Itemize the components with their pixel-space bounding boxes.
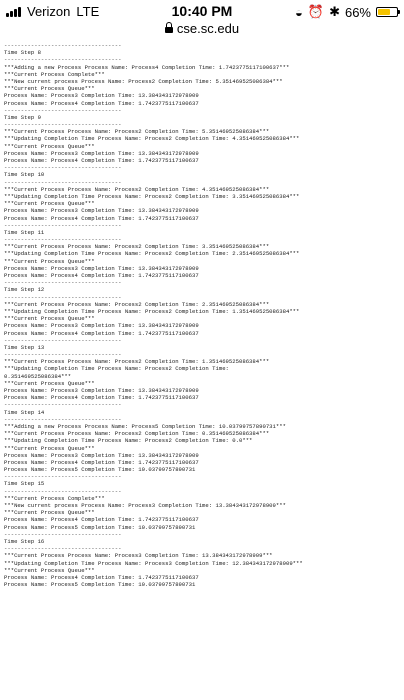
time-step-block — [4, 222, 402, 280]
log-line: ***Adding a new Process Process Name: Process5 Completion Time: 10.03799757890731*** — [4, 422, 286, 430]
time-step-block — [4, 473, 402, 531]
log-line: ***Current Process Queue*** — [4, 566, 95, 574]
log-line: ***Current Process Queue*** — [4, 315, 95, 323]
log-line: Process Name: Process3 Completion Time: 13.384343172978909 — [4, 451, 199, 459]
separator-line: ----------------------------------- — [4, 164, 122, 172]
log-line: ***Current Process Queue*** — [4, 379, 95, 387]
time-step-title: Time Step 10 — [4, 171, 45, 179]
log-line: ***Updating Completion Time Process Name: Process2 Completion Time: 0.0*** — [4, 437, 253, 445]
separator-line: ----------------------------------- — [4, 473, 122, 481]
log-line: ***Adding a new Process Process Name: Process4 Completion Time: 1.7423775117100637*** — [4, 63, 290, 71]
log-line: Process Name: Process3 Completion Time: 13.384343172978909 — [4, 207, 199, 215]
log-line: ***Current Process Queue*** — [4, 142, 95, 150]
carrier-name: Verizon — [27, 4, 71, 19]
network-type: LTE — [76, 4, 100, 19]
bluetooth-icon: ✱ — [329, 4, 340, 19]
log-line: ***Current Process Queue*** — [4, 444, 95, 452]
log-line: Process Name: Process3 Completion Time: 13.384343172978909 — [4, 387, 199, 394]
log-line: ***Updating Completion Time Process Name: Process2 Completion Time: — [4, 365, 229, 373]
status-time: 10:40 PM — [171, 3, 233, 19]
status-right — [295, 4, 398, 20]
separator-line: ----------------------------------- — [4, 336, 122, 344]
log-line: ***Current Process Process Name: Process2 Completion Time: 0.351469525086384*** — [4, 430, 270, 438]
time-step-title: Time Step 16 — [4, 537, 45, 545]
time-step-block — [4, 531, 402, 589]
lock-icon — [165, 27, 173, 33]
log-line: ***New current process Process Name: Process3 Completion Time: 13.384343172978909*** — [4, 502, 286, 509]
log-line: ***Updating Completion Time Process Name: Process3 Completion Time: 12.384343172978909*** — [4, 559, 303, 567]
log-line: ***New current process Process Name: Process2 Completion Time: 5.351469525086384*** — [4, 77, 283, 85]
log-line: Process Name: Process5 Completion Time: 10.03799757890731 — [4, 523, 196, 531]
separator-line: ----------------------------------- — [4, 106, 122, 114]
separator-line: ----------------------------------- — [4, 351, 122, 359]
url-text: cse.sc.edu — [176, 21, 240, 36]
separator-line: ----------------------------------- — [4, 121, 122, 129]
log-line: ***Current Process Queue*** — [4, 509, 95, 517]
time-step-title: Time Step 15 — [4, 480, 45, 488]
time-step-block — [4, 279, 402, 337]
log-line: ***Current Process Queue*** — [4, 85, 95, 93]
separator-line: ----------------------------------- — [4, 530, 122, 538]
log-line: Process Name: Process4 Completion Time: 1.7423775117100637 — [4, 516, 199, 524]
separator-line: ----------------------------------- — [4, 293, 122, 301]
separator-line: ----------------------------------- — [4, 178, 122, 186]
log-line: Process Name: Process4 Completion Time: 1.7423775117100637 — [4, 329, 199, 337]
log-line: ***Updating Completion Time Process Name: Process2 Completion Time: 2.351469525086384*** — [4, 250, 300, 258]
separator-line: ----------------------------------- — [4, 221, 122, 229]
log-line: ***Updating Completion Time Process Name: Process2 Completion Time: 3.351469525086384*** — [4, 192, 300, 200]
log-line: Process Name: Process4 Completion Time: 1.7423775117100637 — [4, 157, 199, 164]
time-step-block — [4, 337, 402, 402]
log-line: ***Updating Completion Time Process Name: Process2 Completion Time: 1.351469525086384*** — [4, 307, 300, 315]
log-line: ***Current Process Process Name: Process2 Completion Time: 4.351469525086384*** — [4, 185, 270, 193]
separator-line: ----------------------------------- — [4, 42, 122, 49]
battery-fill — [378, 9, 390, 15]
url-bar[interactable] — [0, 21, 404, 41]
time-step-title: Time Step 12 — [4, 286, 45, 294]
console-output — [4, 42, 402, 700]
time-step-block — [4, 42, 402, 107]
status-bar — [0, 0, 404, 22]
separator-line: ----------------------------------- — [4, 56, 122, 64]
separator-line: ----------------------------------- — [4, 545, 122, 553]
screen-lock-icon: ◒ — [295, 4, 303, 20]
separator-line: ----------------------------------- — [4, 487, 122, 495]
log-line: Process Name: Process4 Completion Time: 1.7423775117100637 — [4, 573, 199, 581]
log-line: Process Name: Process3 Completion Time: 13.384343172978909 — [4, 264, 199, 272]
log-line: Process Name: Process4 Completion Time: 1.7423775117100637 — [4, 272, 199, 279]
separator-line: ----------------------------------- — [4, 415, 122, 423]
battery-icon — [376, 7, 398, 17]
log-line: Process Name: Process5 Completion Time: 10.03799757890731 — [4, 466, 196, 474]
separator-line: ----------------------------------- — [4, 236, 122, 244]
log-line: Process Name: Process3 Completion Time: 13.384343172978909 — [4, 149, 199, 157]
log-line: ***Current Process Process Name: Process2 Completion Time: 2.351469525086384*** — [4, 300, 270, 308]
log-line: ***Current Process Process Name: Process2 Completion Time: 5.351469525086384*** — [4, 128, 270, 136]
log-line: Process Name: Process3 Completion Time: 13.384343172978909 — [4, 322, 199, 330]
log-line: Process Name: Process4 Completion Time: 1.7423775117100637 — [4, 458, 199, 466]
time-step-title: Time Step 11 — [4, 228, 45, 236]
log-line: Process Name: Process4 Completion Time: 1.7423775117100637 — [4, 394, 199, 402]
log-line: ***Updating Completion Time Process Name: Process2 Completion Time: 4.351469525086384*** — [4, 135, 300, 143]
time-step-title: Time Step 9 — [4, 113, 41, 121]
log-line: ***Current Process Queue*** — [4, 200, 95, 208]
battery-percent: 66% — [344, 4, 371, 20]
separator-line: ----------------------------------- — [4, 401, 122, 409]
log-line: ***Current Process Complete*** — [4, 494, 105, 502]
log-line: ***Current Process Process Name: Process2 Completion Time: 1.351469525086384*** — [4, 358, 270, 366]
log-line: Process Name: Process3 Completion Time: 13.384343172978909 — [4, 92, 199, 100]
time-step-title: Time Step 13 — [4, 343, 45, 351]
log-line: Process Name: Process4 Completion Time: 1.7423775117100637 — [4, 99, 199, 107]
log-line: ***Current Process Process Name: Process2 Completion Time: 3.351469525086384*** — [4, 243, 270, 251]
time-step-title: Time Step 14 — [4, 408, 45, 416]
separator-line: ----------------------------------- — [4, 279, 122, 287]
time-step-block — [4, 164, 402, 222]
log-line: ***Current Process Queue*** — [4, 257, 95, 265]
log-line: ***Current Process Complete*** — [4, 70, 105, 78]
log-line: 0.351469525086384*** — [4, 372, 72, 380]
log-line: Process Name: Process5 Completion Time: 10.03799757890731 — [4, 581, 196, 589]
log-line: ***Current Process Process Name: Process3 Completion Time: 13.384343172978909*** — [4, 552, 273, 560]
time-step-block — [4, 107, 402, 165]
time-step-block — [4, 401, 402, 473]
alarm-icon: ⏰ — [307, 4, 325, 19]
log-line: Process Name: Process4 Completion Time: 1.7423775117100637 — [4, 214, 199, 222]
time-step-title: Time Step 8 — [4, 49, 41, 57]
